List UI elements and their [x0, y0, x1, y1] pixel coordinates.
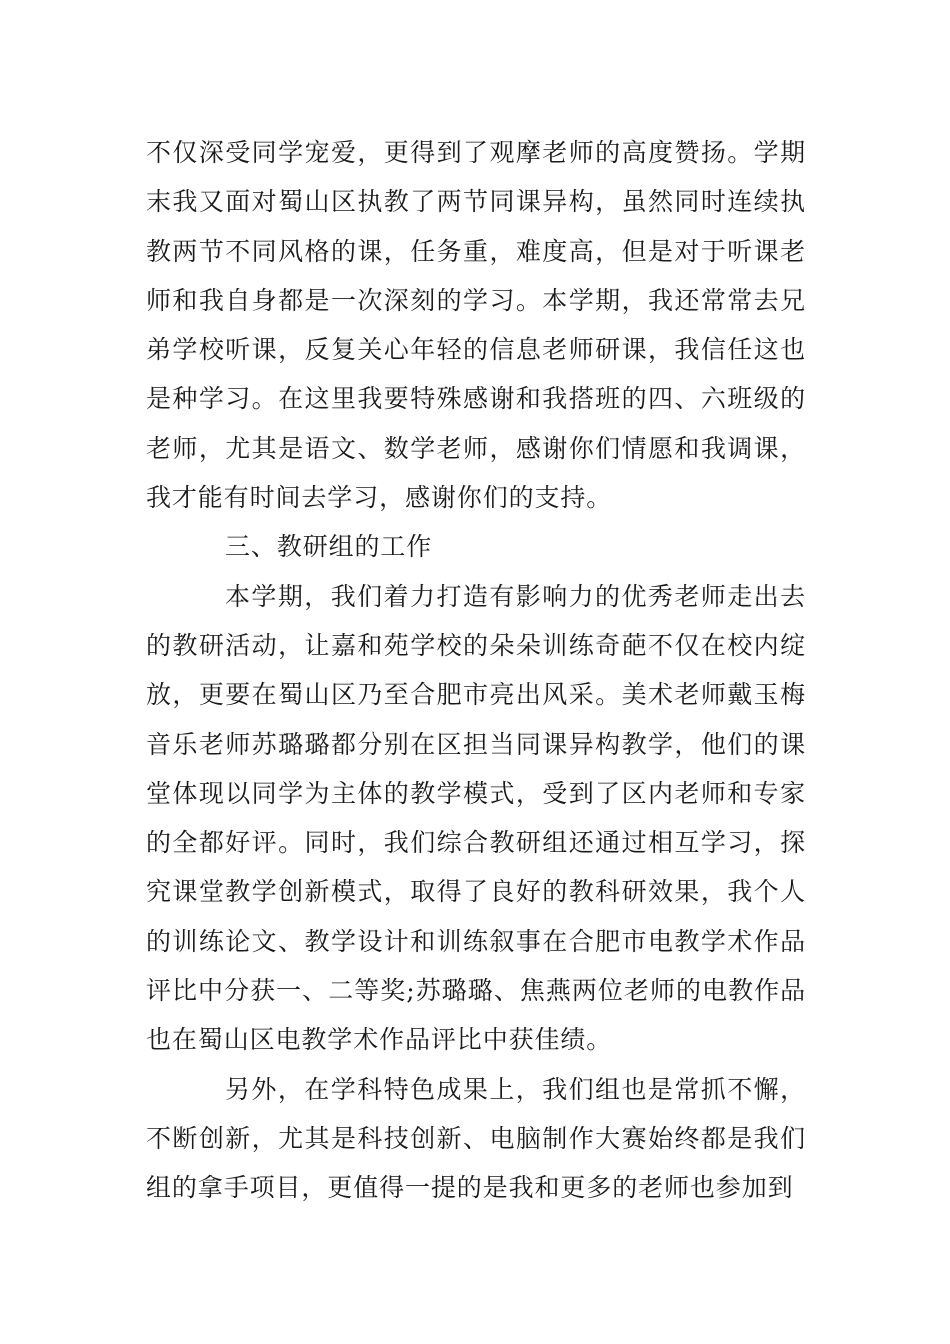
document-body	[146, 128, 806, 1213]
paragraph-additional: 另外，在学科特色成果上，我们组也是常抓不懈，不断创新，尤其是科技创新、电脑制作大赛始终都是我们组的拿手项目，更值得一提的是我和更多的老师也参加到	[146, 1074, 806, 1203]
section-heading: 三、教研组的工作	[225, 532, 433, 562]
paragraph-teaching-research: 本学期，我们着力打造有影响力的优秀老师走出去的教研活动，让嘉和苑学校的朵朵训练奇葩不仅在校内绽放，更要在蜀山区乃至合肥市亮出风采。美术老师戴玉梅音乐老师苏璐璐都分别在区担当同课异构教学，他们的课堂体现以同学为主体的教学模式，受到了区内老师和专家的全都好评。同时，我们综合教研组还通过相互学习，探究课堂教学创新模式，取得了良好的教科研效果，我个人的训练论文、教学设计和训练叙事在合肥市电教学术作品评比中分获一、二等奖;苏璐璐、焦燕两位老师的电教作品也在蜀山区电教学术作品评比中获佳绩。	[146, 581, 806, 1055]
paragraph-continued: 不仅深受同学宠爱，更得到了观摩老师的高度赞扬。学期末我又面对蜀山区执教了两节同课异构，虽然同时连续执教两节不同风格的课，任务重，难度高，但是对于听课老师和我自身都是一次深刻的学习。本学期，我还常常去兄弟学校听课，反复关心年轻的信息老师研课，我信任这也是种学习。在这里我要特殊感谢和我搭班的四、六班级的老师，尤其是语文、数学老师，感谢你们情愿和我调课，我才能有时间去学习，感谢你们的支持。	[146, 138, 806, 513]
